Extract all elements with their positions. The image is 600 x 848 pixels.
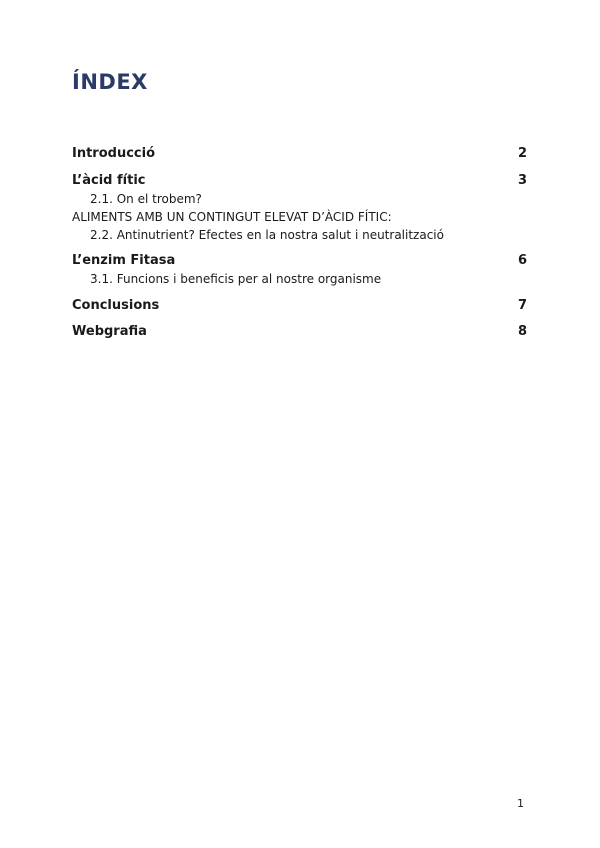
toc-entry-label: Webgrafia <box>72 324 147 339</box>
toc-entry-label: Introducció <box>72 146 156 161</box>
page-number: 1 <box>517 797 524 810</box>
toc-entry-webgrafia[interactable] <box>72 323 527 341</box>
toc-entry-label: L’enzim Fitasa <box>72 253 176 268</box>
toc-entry-page: 7 <box>517 297 527 313</box>
toc-entry-label: L’àcid fític <box>72 172 146 188</box>
toc-subentry-funcions[interactable]: 3.1. Funcions i beneficis per al nostre organisme <box>90 272 382 286</box>
toc-entry-page: 6 <box>517 253 527 268</box>
toc-entry-page: 2 <box>517 146 527 161</box>
toc-subentry-on-el-trobem[interactable]: 2.1. On el trobem? <box>90 191 202 206</box>
toc-subentry-antinutrient[interactable]: 2.2. Antinutrient? Efectes en la nostra salut i neutralització <box>90 227 444 242</box>
toc-entry-introduccio[interactable] <box>72 145 527 163</box>
page-title: ÍNDEX <box>72 70 148 94</box>
toc-entry-label: Conclusions <box>72 297 160 313</box>
toc-entry-page: 3 <box>517 172 527 188</box>
table-of-contents <box>72 145 527 341</box>
toc-subentry-aliments[interactable]: ALIMENTS AMB UN CONTINGUT ELEVAT D’ÀCID FÍTIC: <box>72 209 392 224</box>
toc-entry-page: 8 <box>517 324 527 339</box>
toc-entry-conclusions[interactable] <box>72 297 527 315</box>
toc-entry-acid-fitic[interactable] <box>72 172 527 190</box>
toc-entry-enzim-fitasa[interactable] <box>72 252 527 270</box>
